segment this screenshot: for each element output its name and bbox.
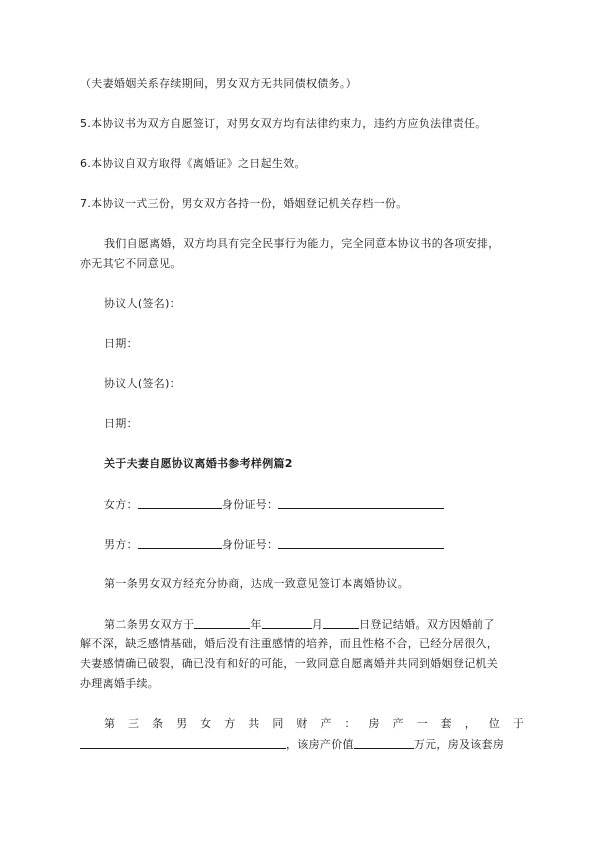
male-id-label: 身份证号： — [221, 538, 279, 551]
female-name-blank — [138, 496, 222, 509]
article-3-char: 方 — [224, 717, 236, 730]
date-1-label: 日期： — [104, 337, 138, 350]
article-3-char: 于 — [512, 717, 524, 730]
voluntary-statement-line-2: 亦无其它不同意见。 — [80, 257, 182, 270]
article-3-char: ， — [464, 717, 476, 730]
article-2-line-1 — [0, 616, 595, 633]
male-id-blank — [278, 536, 444, 549]
article-2-line-2: 解不深，缺乏感情基础，婚后没有注重感情的培养，而且性格不合，已经分居很久， — [80, 637, 499, 650]
section-title: 关于夫妻自愿协议离婚书参考样例篇2 — [104, 457, 293, 470]
property-value-blank — [354, 736, 414, 749]
article-2-prefix: 第二条男女双方于 — [104, 618, 195, 631]
article-3-char: 共 — [248, 717, 260, 730]
voluntary-statement-line-1: 我们自愿离婚，双方均具有完全民事行为能力，完全同意本协议书的各项安排， — [104, 237, 500, 250]
article-3-char: 同 — [272, 717, 284, 730]
article-3-char: 男 — [176, 717, 188, 730]
article-3-char: 产 — [320, 717, 332, 730]
marriage-day-blank — [323, 616, 359, 629]
female-id-blank — [278, 496, 444, 509]
marriage-month-blank — [262, 616, 312, 629]
article-3-char: 一 — [416, 717, 428, 730]
article-3-char: ： — [344, 717, 356, 730]
signer-2-label: 协议人(签名)： — [104, 377, 181, 390]
debt-note: （夫妻婚姻关系存续期间，男女双方无共同债权债务。） — [80, 77, 357, 90]
article-3-char: 房 — [368, 717, 380, 730]
signer-1-label: 协议人(签名)： — [104, 297, 181, 310]
article-2-line-3: 夫妻感情确已破裂，确已没有和好的可能，一致同意自愿离婚并共同到婚姻登记机关 — [80, 657, 499, 670]
article-3-char: 财 — [296, 717, 308, 730]
article-3-char: 产 — [392, 717, 404, 730]
clause-5: 5.本协议书为双方自愿签订，对男女双方均有法律约束力，违约方应负法律责任。 — [80, 117, 487, 130]
date-2-label: 日期： — [104, 417, 138, 430]
article-3-char: 位 — [488, 717, 500, 730]
article-3-char: 条 — [152, 717, 164, 730]
article-1: 第一条男女双方经充分协商，达成一致意见签订本离婚协议。 — [104, 577, 410, 590]
female-label: 女方： — [104, 498, 138, 511]
property-address-blank — [80, 736, 286, 749]
article-2-line-4: 办理离婚手续。 — [80, 677, 160, 690]
article-3-char: 女 — [200, 717, 212, 730]
male-label: 男方： — [104, 538, 138, 551]
property-value-label: ，该房产价值 — [286, 738, 354, 751]
clause-6: 6.本协议自双方取得《离婚证》之日起生效。 — [80, 157, 306, 170]
article-3-char: 三 — [128, 717, 140, 730]
article-2-rest: 日登记结婚。双方因婚前了 — [359, 618, 495, 631]
article-3-line-1 — [104, 716, 524, 732]
female-id-label: 身份证号： — [221, 498, 279, 511]
article-3-char: 第 — [104, 717, 115, 730]
clause-7: 7.本协议一式三份，男女双方各持一份，婚姻登记机关存档一份。 — [80, 197, 408, 210]
male-party-line — [0, 536, 595, 553]
female-party-line — [0, 496, 595, 513]
month-label: 月 — [311, 618, 324, 631]
year-label: 年 — [250, 618, 262, 631]
property-value-unit: 万元，房及该套房 — [413, 738, 505, 751]
male-name-blank — [138, 536, 222, 549]
article-3-line-2 — [0, 736, 595, 753]
marriage-year-blank — [194, 616, 250, 629]
article-3-char: 套 — [440, 717, 452, 730]
